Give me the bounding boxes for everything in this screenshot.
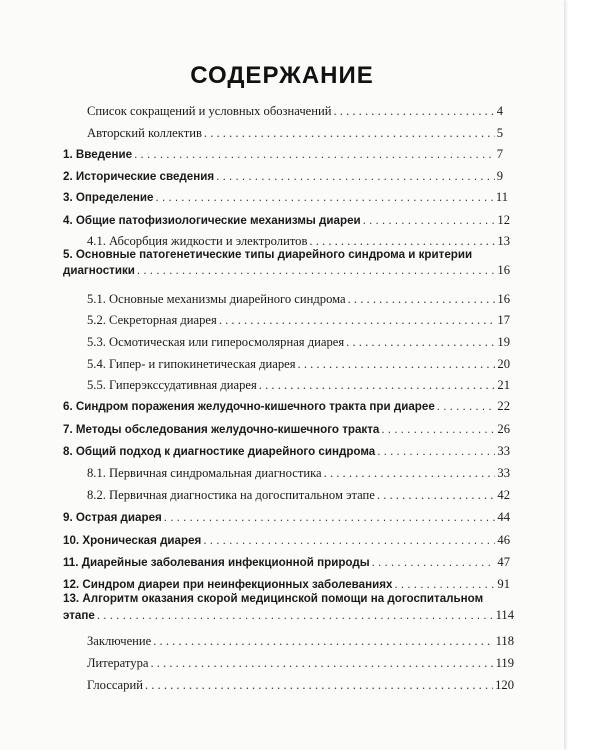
dot-leader: [259, 377, 496, 393]
dot-leader: [203, 533, 495, 549]
dot-leader: [381, 422, 495, 438]
dot-leader: [372, 555, 496, 571]
toc-entry: [87, 291, 510, 307]
dot-leader: [137, 263, 496, 279]
toc-entry-label: 4. Общие патофизиологические механизмы диареи: [63, 214, 361, 227]
toc-entry-label: 4.1. Абсорбция жидкости и электролитов: [87, 234, 308, 248]
toc-entry-page-number: 91: [497, 577, 510, 591]
dot-leader: [346, 334, 495, 350]
toc-entry-label: 8.1. Первичная синдромальная диагностика: [87, 466, 322, 480]
toc-entry: [63, 532, 510, 549]
toc-entry-label-line1: 13. Алгоритм оказания скорой медицинской помощи на догоспитальном: [63, 592, 484, 605]
dot-leader: [333, 103, 494, 119]
toc-entry: [87, 633, 514, 649]
toc-entry-label: 12. Синдром диареи при неинфекционных заболеваниях: [63, 578, 393, 591]
toc-entry: [87, 677, 514, 693]
dot-leader: [348, 291, 496, 307]
toc-entry-page-number: 7: [496, 147, 503, 161]
toc-entry-label: 6. Синдром поражения желудочно-кишечного тракта при диарее: [63, 400, 435, 413]
dot-leader: [437, 399, 496, 415]
toc-entry-page-number: 44: [497, 510, 510, 524]
toc-entry-label: Список сокращений и условных обозначений: [87, 104, 332, 118]
dot-leader: [97, 608, 494, 624]
toc-entry-page-number: 120: [495, 678, 514, 692]
toc-entry-page-number: 46: [497, 533, 510, 547]
toc-entry-label: Заключение: [87, 634, 152, 648]
dot-leader: [145, 677, 493, 693]
toc-entry: [63, 554, 510, 571]
dot-leader: [363, 213, 496, 229]
toc-entry-label-line1: 5. Основные патогенетические типы диарейного синдрома и критерии: [63, 248, 473, 261]
toc-entry-label: 7. Методы обследования желудочно-кишечного тракта: [63, 423, 380, 436]
toc-entry: [63, 168, 503, 185]
toc-entry: [87, 487, 510, 503]
dot-leader: [134, 147, 495, 163]
toc-entry-page-number: 26: [497, 422, 510, 436]
dot-leader: [150, 655, 493, 671]
dot-leader: [156, 190, 494, 206]
toc-entry: [87, 125, 503, 141]
toc-entry: [63, 146, 503, 163]
toc-entry-label: 2. Исторические сведения: [63, 170, 215, 183]
toc-entry-label: диагностики: [63, 264, 135, 277]
toc-entry-label: Глоссарий: [87, 678, 143, 692]
toc-entry-page-number: 119: [495, 656, 514, 670]
toc-entry: [63, 421, 510, 438]
toc-entry-page-number: 33: [497, 466, 510, 480]
toc-entry: [63, 262, 510, 279]
dot-leader: [219, 312, 496, 328]
toc-entry-label: 1. Введение: [63, 148, 133, 161]
toc-entry-page-number: 47: [497, 555, 510, 569]
dot-leader: [216, 169, 495, 185]
toc-entry-page-number: 16: [497, 292, 510, 306]
dot-leader: [377, 444, 495, 460]
toc-entry-page-number: 9: [496, 169, 503, 183]
dot-leader: [377, 487, 496, 503]
toc-entry: [63, 443, 510, 460]
toc-entry-page-number: 5: [496, 126, 503, 140]
toc-entry-label: Авторский коллектив: [87, 126, 202, 140]
toc-entry-label: 10. Хроническая диарея: [63, 534, 202, 547]
toc-entry-label: 8. Общий подход к диагностике диарейного синдрома: [63, 445, 376, 458]
toc-entry: [87, 356, 510, 372]
toc-entry: [63, 189, 508, 206]
toc-entry-page-number: 118: [495, 634, 514, 648]
dot-leader: [153, 633, 493, 649]
toc-entry-page-number: 11: [495, 190, 508, 204]
dot-leader: [164, 510, 496, 526]
toc-entry-label: 5.2. Секреторная диарея: [87, 313, 217, 327]
toc-entry-label: этапе: [63, 609, 95, 622]
toc-entry: [63, 212, 510, 229]
toc-entry: [87, 655, 514, 671]
toc-entry-page-number: 33: [497, 444, 510, 458]
toc-entry-label: 3. Определение: [63, 191, 154, 204]
toc-entry: [63, 509, 510, 526]
toc-entry-page-number: 20: [497, 357, 510, 371]
toc-entry-label: 5.5. Гиперэкссудативная диарея: [87, 378, 257, 392]
toc-entry-page-number: 17: [497, 313, 510, 327]
toc-entry: [63, 398, 510, 415]
toc-entry-label: Литература: [87, 656, 149, 670]
toc-entry-page-number: 12: [497, 213, 510, 227]
toc-entry-page-number: 114: [495, 608, 514, 622]
toc-entry-page-number: 42: [497, 488, 510, 502]
toc-entry-page-number: 21: [497, 378, 510, 392]
toc-entry-label: 5.3. Осмотическая или гиперосмолярная диарея: [87, 335, 345, 349]
toc-entry-label: 5.1. Основные механизмы диарейного синдрома: [87, 292, 346, 306]
toc-entry-label: 11. Диарейные заболевания инфекционной природы: [63, 556, 370, 569]
toc-entry: [87, 465, 510, 481]
toc-entry: [87, 377, 510, 393]
toc-entry: [87, 312, 510, 328]
toc-entry: [87, 103, 503, 119]
toc-entry: [87, 334, 510, 350]
page-title: СОДЕРЖАНИЕ: [190, 62, 374, 89]
toc-entry: [63, 607, 514, 624]
dot-leader: [204, 125, 495, 141]
toc-entry-page-number: 13: [497, 234, 510, 248]
toc-entry-page-number: 22: [497, 399, 510, 413]
dot-leader: [324, 465, 496, 481]
dot-leader: [298, 356, 496, 372]
toc-entry-label: 8.2. Первичная диагностика на догоспитальном этапе: [87, 488, 375, 502]
toc-entry-label: 9. Острая диарея: [63, 511, 162, 524]
toc-entry-page-number: 16: [497, 263, 510, 277]
toc-entry-label: 5.4. Гипер- и гипокинетическая диарея: [87, 357, 296, 371]
toc-entry-page-number: 19: [497, 335, 510, 349]
toc-entry-page-number: 4: [496, 104, 503, 118]
